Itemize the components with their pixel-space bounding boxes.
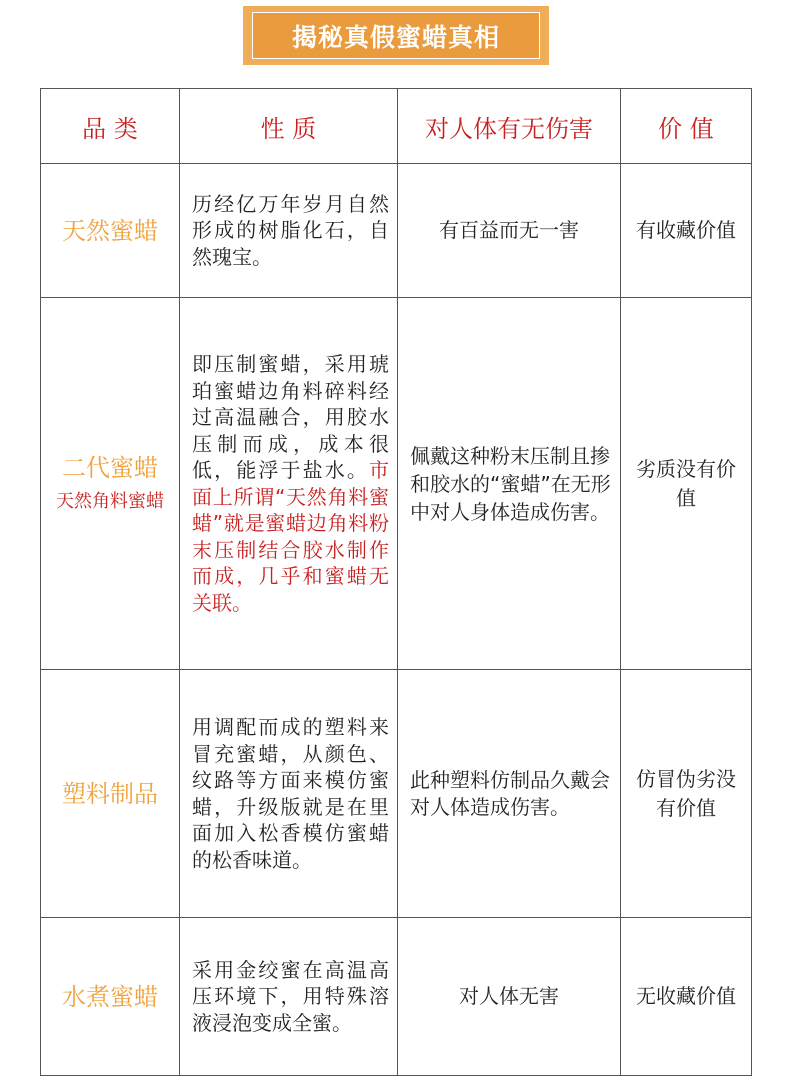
category-label: 塑料制品 bbox=[62, 779, 158, 808]
property-cell bbox=[180, 298, 398, 670]
table-header-row bbox=[41, 89, 752, 164]
header-value: 价 值 bbox=[621, 89, 752, 164]
property-cell: 采用金绞蜜在高温高压环境下，用特殊溶液浸泡变成全蜜。 bbox=[180, 918, 398, 1076]
harm-cell: 佩戴这种粉末压制且掺和胶水的“蜜蜡”在无形中对人身体造成伤害。 bbox=[398, 298, 621, 670]
value-cell: 有收藏价值 bbox=[621, 164, 752, 298]
table-row bbox=[41, 670, 752, 918]
value-cell: 仿冒伪劣没有价值 bbox=[621, 670, 752, 918]
page-title: 揭秘真假蜜蜡真相 bbox=[252, 12, 540, 59]
header-property: 性 质 bbox=[180, 89, 398, 164]
table-row bbox=[41, 918, 752, 1076]
property-highlight-text: 市面上所谓“天然角料蜜蜡”就是蜜蜡边角料粉末压制结合胶水制作而成，几乎和蜜蜡无关联。 bbox=[192, 458, 389, 615]
header-harm: 对人体有无伤害 bbox=[398, 89, 621, 164]
comparison-table bbox=[40, 88, 752, 1076]
category-label: 二代蜜蜡 bbox=[62, 453, 158, 482]
category-cell bbox=[41, 918, 180, 1076]
property-text: 即压制蜜蜡，采用琥珀蜜蜡边角料碎料经过高温融合，用胶水压制而成，成本很低，能浮于盐水。 bbox=[192, 352, 389, 482]
category-label: 水煮蜜蜡 bbox=[62, 982, 158, 1011]
harm-cell: 对人体无害 bbox=[398, 918, 621, 1076]
category-cell bbox=[41, 670, 180, 918]
category-sublabel: 天然角料蜜蜡 bbox=[56, 490, 164, 512]
property-cell: 历经亿万年岁月自然形成的树脂化石，自然瑰宝。 bbox=[180, 164, 398, 298]
value-cell: 劣质没有价值 bbox=[621, 298, 752, 670]
category-label: 天然蜜蜡 bbox=[62, 216, 158, 245]
table-row bbox=[41, 164, 752, 298]
category-cell bbox=[41, 298, 180, 670]
header-category: 品 类 bbox=[41, 89, 180, 164]
title-banner bbox=[243, 6, 549, 65]
harm-cell: 此种塑料仿制品久戴会对人体造成伤害。 bbox=[398, 670, 621, 918]
harm-cell: 有百益而无一害 bbox=[398, 164, 621, 298]
category-cell bbox=[41, 164, 180, 298]
property-cell: 用调配而成的塑料来冒充蜜蜡，从颜色、纹路等方面来模仿蜜蜡，升级版就是在里面加入松香模仿蜜蜡的松香味道。 bbox=[180, 670, 398, 918]
value-cell: 无收藏价值 bbox=[621, 918, 752, 1076]
table-row bbox=[41, 298, 752, 670]
